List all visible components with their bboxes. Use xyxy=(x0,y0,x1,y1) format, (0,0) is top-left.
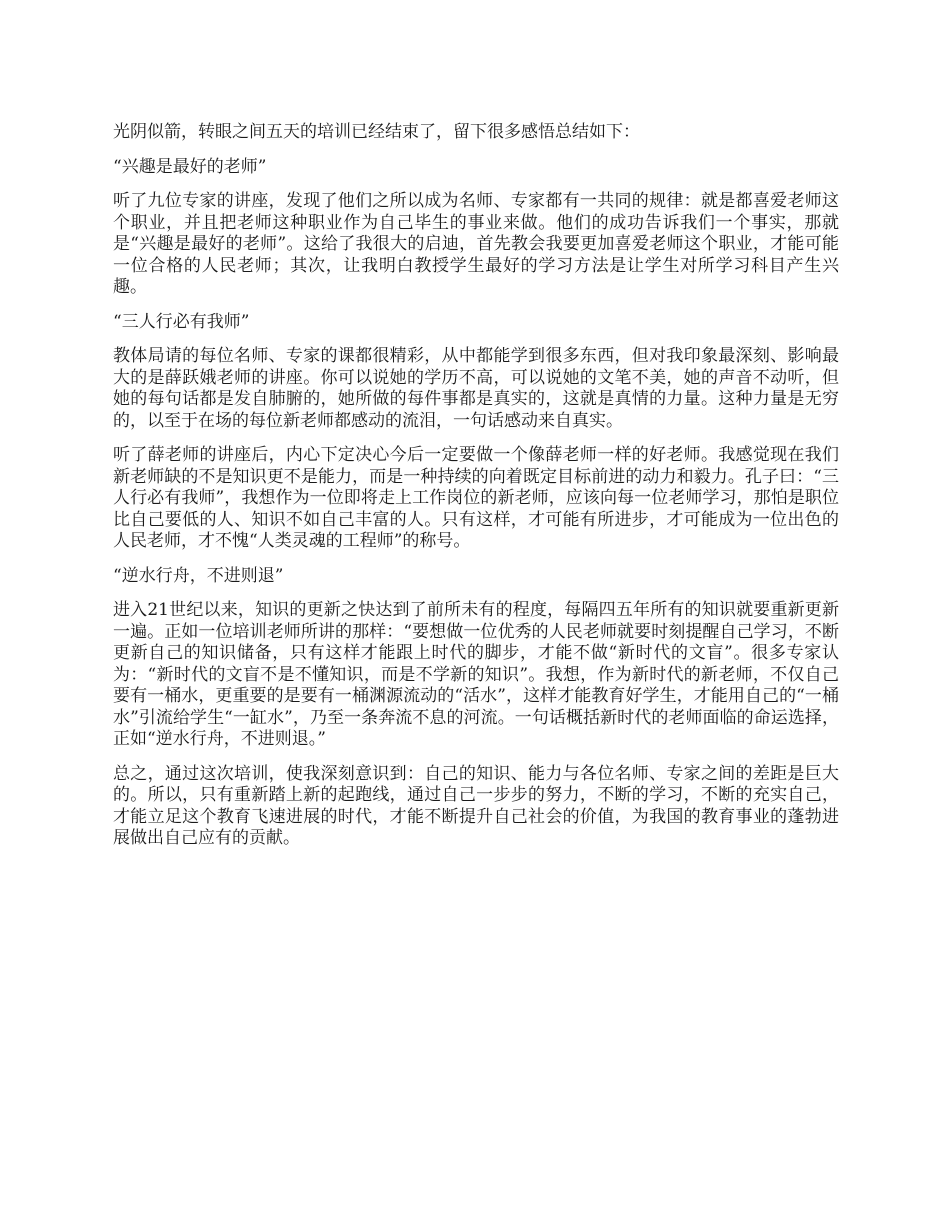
intro-paragraph: 光阴似箭，转眼之间五天的培训已经结束了，留下很多感悟总结如下： xyxy=(113,122,640,142)
body-paragraph: 进入21世纪以来，知识的更新之快达到了前所未有的程度，每隔四五年所有的知识就要重新更新一遍。正如一位培训老师所讲的那样：“要想做一位优秀的人民老师就要时刻提醒自己学习，不断更新自己的知识储备，只有这样才能跟上时代的脚步，才能不做“新时代的文盲”。很多专家认为：“新时代的文盲不是不懂知识，而是不学新的知识”。我想，作为新时代的新老师，不仅自己要有一桶水，更重要的是要有一桶渊源流动的“活水”，这样才能教育好学生，才能用自己的“一桶水”引流给学生“一缸水”，乃至一条奔流不息的河流。一句话概括新时代的老师面临的命运选择，正如“逆水行舟，不进则退。” xyxy=(113,600,839,749)
document-body xyxy=(113,122,839,863)
conclusion-paragraph: 总之，通过这次培训，使我深刻意识到：自己的知识、能力与各位名师、专家之间的差距是巨大的。所以，只有重新踏上新的起跑线，通过自己一步步的努力，不断的学习，不断的充实自己，才能立足这个教育飞速进展的时代，才能不断提升自己社会的价值，为我国的教育事业的蓬勃进展做出自己应有的贡献。 xyxy=(113,763,839,848)
section-heading-interest: “兴趣是最好的老师” xyxy=(113,156,267,177)
section-heading-teacher: “三人行必有我师” xyxy=(113,311,250,332)
body-paragraph: 听了薛老师的讲座后，内心下定决心今后一定要做一个像薛老师一样的好老师。我感觉现在我们新老师缺的不是知识更不是能力，而是一种持续的向着既定目标前进的动力和毅力。孔子曰：“三人行必有我师”，我想作为一位即将走上工作岗位的新老师，应该向每一位老师学习，那怕是职位比自己要低的人、知识不如自己丰富的人。只有这样，才可能有所进步，才可能成为一位出色的人民老师，才不愧“人类灵魂的工程师”的称号。 xyxy=(113,445,839,551)
body-paragraph: 教体局请的每位名师、专家的课都很精彩，从中都能学到很多东西，但对我印象最深刻、影响最大的是薛跃娥老师的讲座。你可以说她的学历不高，可以说她的文笔不美，她的声音不动听，但她的每句话都是发自肺腑的，她所做的每件事都是真实的，这就是真情的力量。这种力量是无穷的，以至于在场的每位新老师都感动的流泪，一句话感动来自真实。 xyxy=(113,346,839,431)
body-paragraph: 听了九位专家的讲座，发现了他们之所以成为名师、专家都有一共同的规律：就是都喜爱老师这个职业，并且把老师这种职业作为自己毕生的事业来做。他们的成功告诉我们一个事实，那就是“兴趣是最好的老师”。这给了我很大的启迪，首先教会我要更加喜爱老师这个职业，才能可能一位合格的人民老师；其次，让我明白教授学生最好的学习方法是让学生对所学习科目产生兴趣。 xyxy=(113,191,839,297)
section-heading-progress: “逆水行舟，不进则退” xyxy=(113,565,284,586)
